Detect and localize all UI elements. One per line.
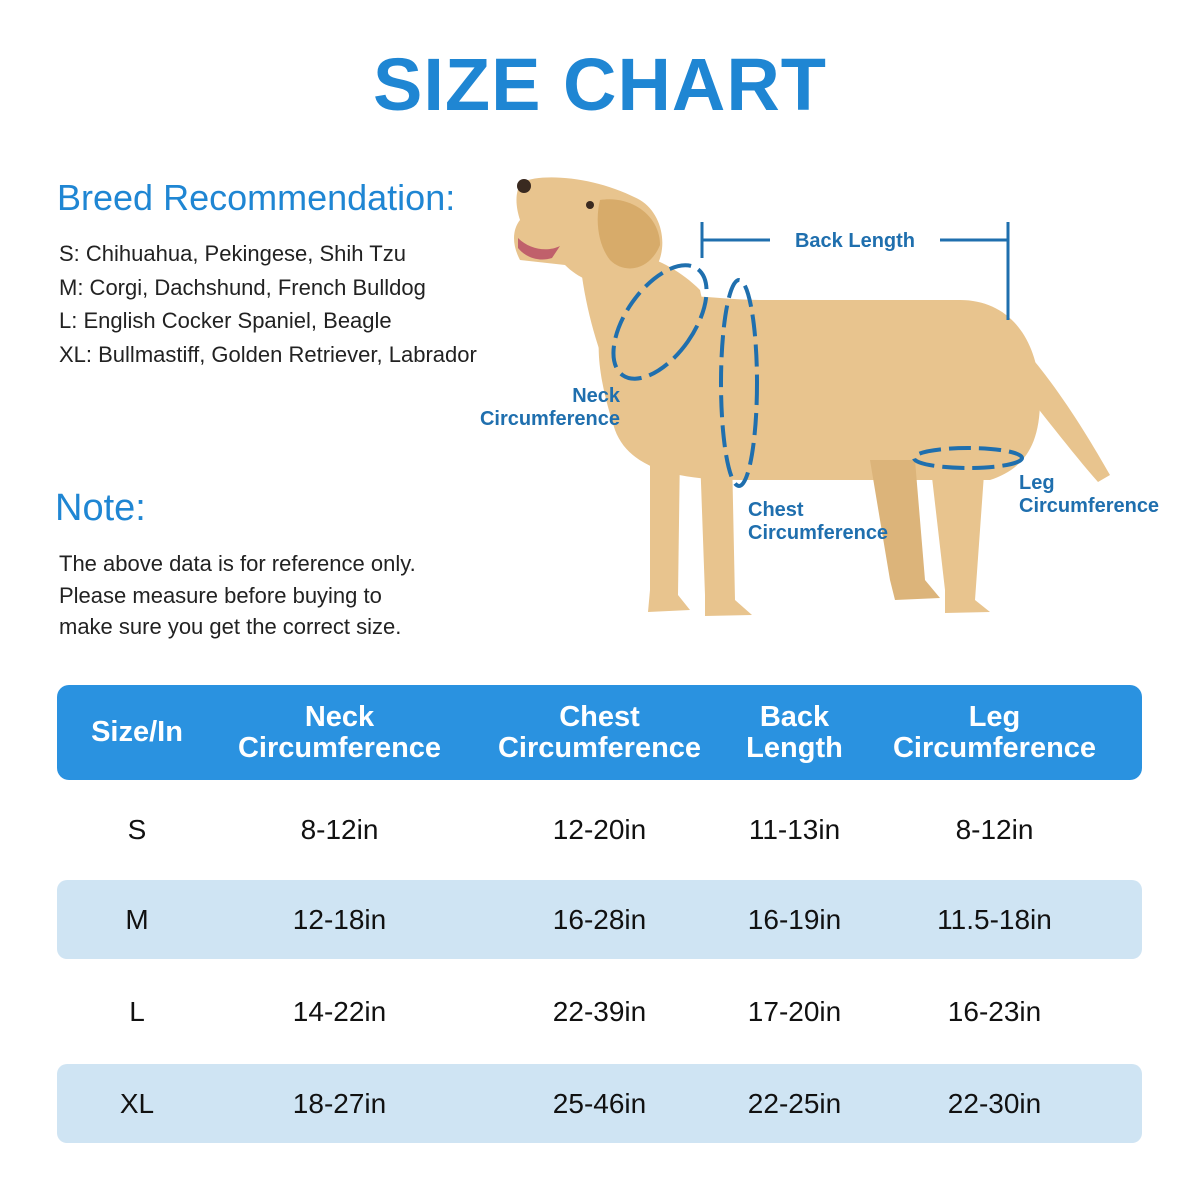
cell-neck: 18-27in <box>292 1088 387 1119</box>
cell-neck: 14-22in <box>292 996 387 1027</box>
header-size: Size/In <box>91 716 183 748</box>
breed-item-l: L: English Cocker Spaniel, Beagle <box>59 308 392 333</box>
cell-size: XL <box>119 1088 155 1119</box>
cell-chest: 22-39in <box>552 996 647 1027</box>
note-line: The above data is for reference only. <box>59 551 416 576</box>
table-row <box>57 972 1142 1051</box>
size-table-header <box>57 685 1142 780</box>
note-heading: Note: <box>55 487 146 529</box>
cell-chest: 25-46in <box>552 1088 647 1119</box>
cell-back: 22-25in <box>747 1088 842 1119</box>
header-leg-circumference: Leg Circumference <box>892 700 1097 764</box>
nose-icon <box>517 179 531 193</box>
breed-heading: Breed Recommendation: <box>57 177 456 218</box>
note-text <box>59 548 416 643</box>
neck-label-line2: Circumference <box>479 408 620 430</box>
cell-size: S <box>127 814 147 845</box>
note-line: Please measure before buying to <box>59 582 382 608</box>
neck-label-line1: Neck <box>572 385 620 407</box>
table-row <box>57 880 1142 959</box>
leg-label-line2: Circumference <box>1019 495 1160 517</box>
breed-list <box>59 240 477 374</box>
cell-back: 11-13in <box>748 814 841 845</box>
cell-leg: 22-30in <box>947 1088 1042 1119</box>
cell-leg: 16-23in <box>947 996 1042 1027</box>
breed-item-xl: XL: Bullmastiff, Golden Retriever, Labrador <box>59 341 477 367</box>
table-row <box>57 790 1142 869</box>
cell-leg: 8-12in <box>955 814 1034 845</box>
cell-chest: 12-20in <box>552 814 647 845</box>
cell-back: 16-19in <box>747 904 842 935</box>
breed-item-s: S: Chihuahua, Pekingese, Shih Tzu <box>59 241 406 266</box>
chest-label-line1: Chest <box>748 499 804 521</box>
table-row <box>57 1064 1142 1143</box>
dog-measurement-diagram <box>450 170 1190 650</box>
header-back-length: Back Length <box>746 700 843 764</box>
breed-item-m: M: Corgi, Dachshund, French Bulldog <box>59 274 426 300</box>
cell-leg: 11.5-18in <box>937 904 1052 935</box>
chest-label-line2: Circumference <box>748 522 889 544</box>
note-line: make sure you get the correct size. <box>59 614 402 639</box>
cell-chest: 16-28in <box>552 904 647 935</box>
header-neck-circumference: Neck Circumference <box>237 700 442 764</box>
page-title: SIZE CHART <box>373 43 827 126</box>
cell-neck: 12-18in <box>292 904 387 935</box>
cell-size: L <box>129 996 145 1027</box>
cell-size: M <box>125 904 149 935</box>
leg-label-line1: Leg <box>1019 472 1055 494</box>
eye-icon <box>586 201 594 209</box>
cell-neck: 8-12in <box>300 814 379 845</box>
cell-back: 17-20in <box>747 996 842 1027</box>
back-length-label: Back Length <box>794 230 916 252</box>
header-chest-circumference: Chest Circumference <box>497 700 702 764</box>
